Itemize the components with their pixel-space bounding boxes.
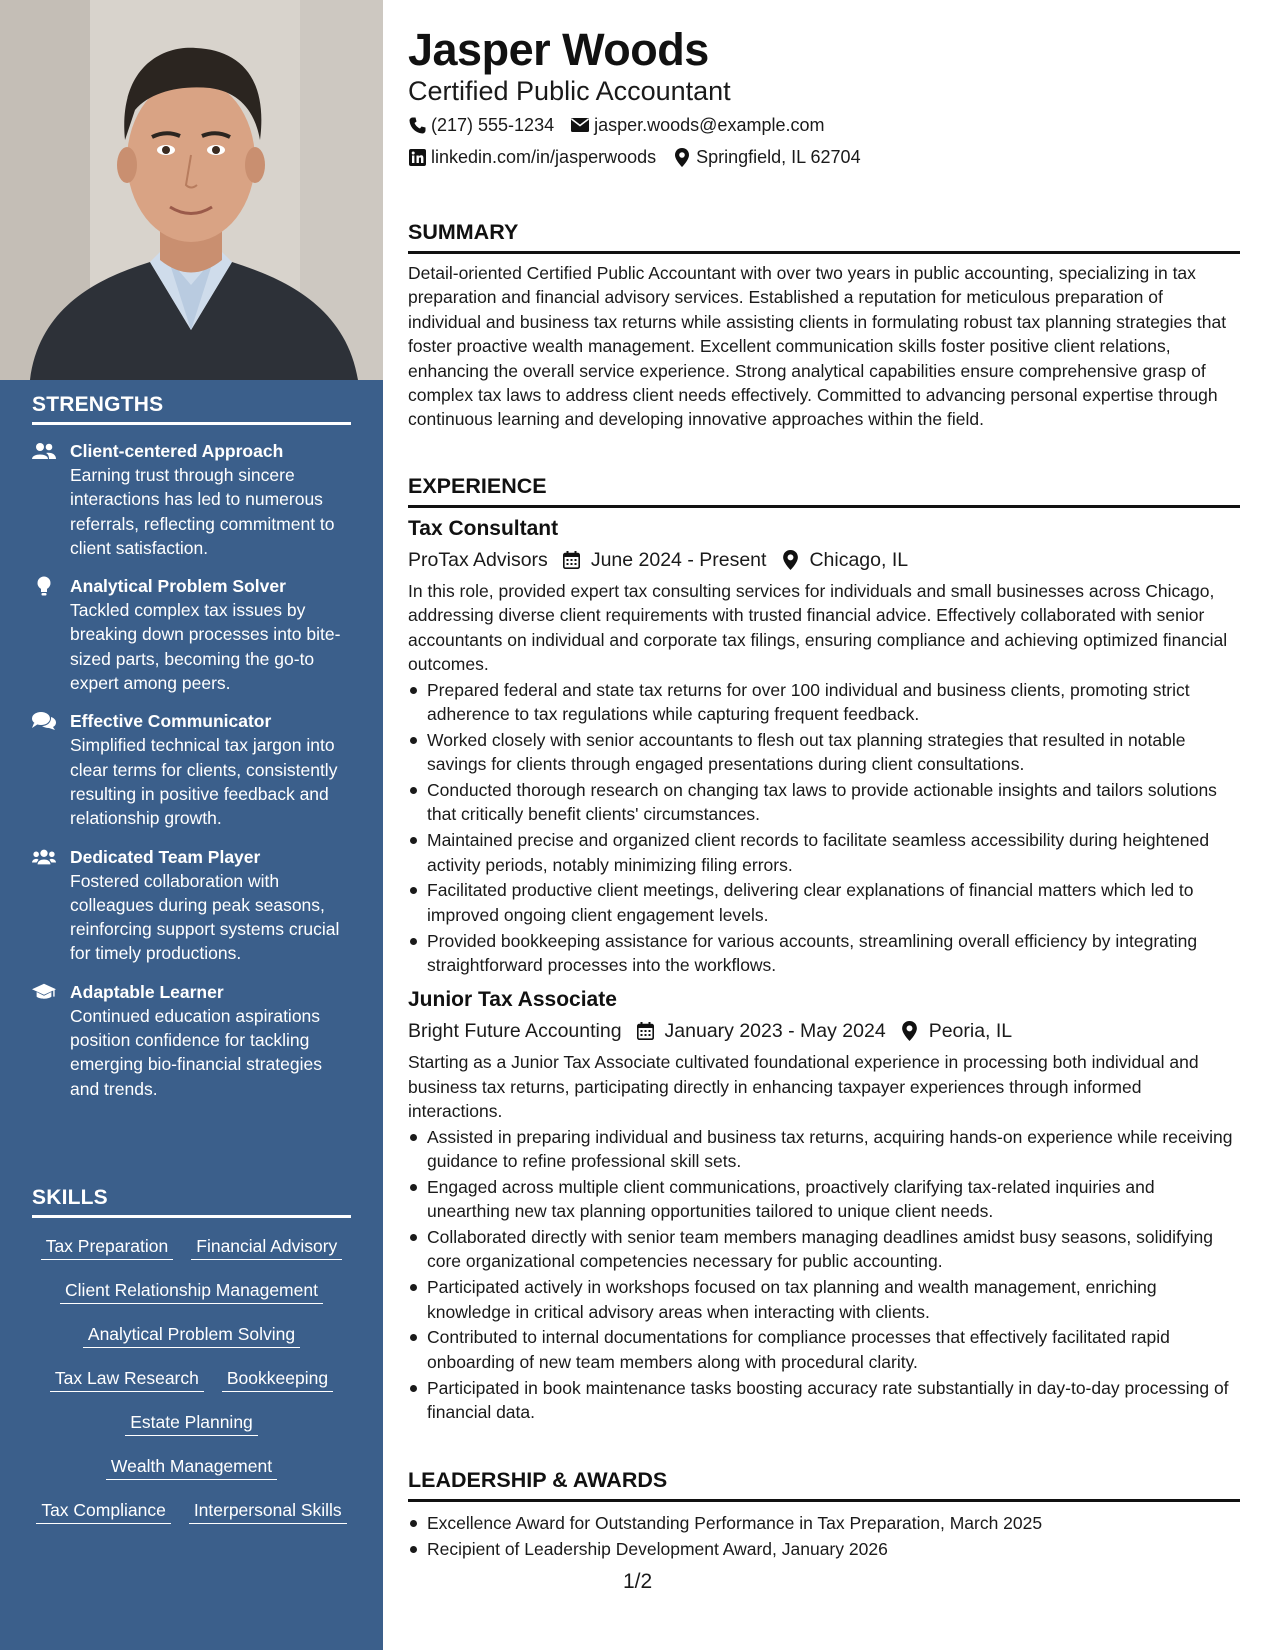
strength-name: Adaptable Learner: [70, 981, 224, 1002]
strengths-section: [32, 393, 351, 1101]
job-title: Junior Tax Associate: [408, 988, 617, 1012]
location-contact: [673, 146, 860, 168]
email-contact[interactable]: [571, 114, 824, 136]
job-entry: [408, 987, 1240, 1424]
phone-text: (217) 555-1234: [431, 115, 555, 135]
team-icon: [32, 847, 56, 867]
strength-item: [32, 845, 351, 966]
bullet-item: Collaborated directly with senior team members managing deadlines amidst busy seasons, solidifying core organizational competencies necessary for public accounting.: [408, 1225, 1240, 1274]
job-entry: [408, 516, 1240, 977]
profile-photo: [0, 0, 383, 380]
bullet-item: Maintained precise and organized client records to facilitate seamless accessibility during heightened activity periods, notably minimizing filing errors.: [408, 828, 1240, 877]
strength-description: Earning trust through sincere interactions has led to numerous referrals, reflecting commitment to client satisfaction.: [70, 465, 335, 558]
bullet-item: Worked closely with senior accountants to flesh out tax planning strategies that resulted in notable savings for clients through engaged presentations during client consultations.: [408, 728, 1240, 777]
job-description: Starting as a Junior Tax Associate cultivated foundational experience in processing both individual and business tax returns, participating directly in enhancing taxpayer experiences through informed interactions.: [408, 1052, 1199, 1122]
strength-description: Fostered collaboration with colleagues during peak seasons, reinforcing support systems crucial for timely productions.: [70, 870, 340, 964]
calendar-icon: [562, 550, 582, 570]
users-icon: [32, 441, 56, 461]
strength-name: Dedicated Team Player: [70, 846, 261, 867]
skills-section: [32, 1186, 351, 1524]
skill-tag: Tax Compliance: [36, 1498, 171, 1524]
skill-tag: Client Relationship Management: [60, 1278, 323, 1304]
phone-icon: [408, 116, 426, 134]
strength-name: Effective Communicator: [70, 711, 272, 732]
map-pin-icon: [900, 1021, 920, 1041]
bullet-item: Engaged across multiple client communications, proactively clarifying tax-related inquiries and unearthing new tax planning opportunities tailored to unique client needs.: [408, 1175, 1240, 1224]
strength-item: [32, 709, 351, 830]
envelope-icon: [571, 116, 589, 134]
award-item: Recipient of Leadership Development Award, January 2026: [408, 1537, 1240, 1561]
job-bullets: [408, 1125, 1240, 1425]
contact-row: [408, 114, 841, 136]
experience-title: EXPERIENCE: [408, 473, 1240, 508]
skill-tag: Analytical Problem Solving: [83, 1322, 300, 1348]
award-item: Excellence Award for Outstanding Performance in Tax Preparation, March 2025: [408, 1511, 1240, 1535]
awards-list: [408, 1511, 1240, 1561]
job-location: Peoria, IL: [928, 1020, 1013, 1043]
leadership-title: LEADERSHIP & AWARDS: [408, 1467, 1240, 1502]
bullet-item: Provided bookkeeping assistance for various accounts, streamlining overall efficiency by integrating straightforward processes into the workflows.: [408, 929, 1240, 978]
skill-tag: Wealth Management: [106, 1454, 277, 1480]
linkedin-contact[interactable]: [408, 146, 656, 168]
summary-section: [408, 219, 1240, 432]
skills-list: [32, 1234, 351, 1524]
bullet-item: Conducted thorough research on changing tax laws to provide actionable insights and tailors solutions that critically benefit clients' circumstances.: [408, 778, 1240, 827]
job-meta: [408, 1018, 1240, 1044]
company-name: Bright Future Accounting: [408, 1020, 622, 1043]
map-pin-icon: [673, 148, 691, 166]
job-meta: [408, 547, 1240, 573]
comments-icon: [32, 711, 56, 731]
bullet-item: Assisted in preparing individual and business tax returns, acquiring hands-on experience while receiving guidance to refine professional skill sets.: [408, 1125, 1240, 1174]
skill-tag: Tax Preparation: [41, 1234, 174, 1260]
calendar-icon: [636, 1021, 656, 1041]
job-title: Tax Consultant: [408, 517, 559, 540]
strength-name: Analytical Problem Solver: [70, 576, 286, 597]
experience-section: [408, 473, 1240, 1426]
job-location: Chicago, IL: [809, 549, 909, 571]
strength-item: [32, 980, 351, 1101]
strengths-title: STRENGTHS: [32, 393, 351, 425]
email-text: jasper.woods@example.com: [594, 115, 825, 135]
location-text: Springfield, IL 62704: [696, 147, 861, 167]
graduation-cap-icon: [32, 982, 56, 1002]
skill-tag: Interpersonal Skills: [189, 1498, 347, 1524]
job-bullets: [408, 678, 1240, 978]
skill-tag: Estate Planning: [125, 1410, 258, 1436]
skill-tag: Financial Advisory: [191, 1234, 342, 1260]
bullet-item: Prepared federal and state tax returns for over 100 individual and business clients, promoting strict adherence to tax regulations while capturing frequent feedback.: [408, 678, 1240, 727]
bullet-item: Participated actively in workshops focused on tax planning and wealth management, enriching knowledge in critical advisory areas when interacting with clients.: [408, 1275, 1240, 1324]
strength-description: Simplified technical tax jargon into clear terms for clients, consistently resulting in positive feedback and relationship growth.: [70, 735, 338, 829]
map-pin-icon: [780, 550, 800, 570]
summary-text: Detail-oriented Certified Public Accountant with over two years in public accounting, specializing in tax preparation and financial advisory services. Established a reputation for meticulous preparation of individual and business tax returns while assisting clients in formulating robust tax planning strategies that foster proactive wealth management. Excellent communication skills foster positive client relations, enhancing the overall service experience. Strong analytical capabilities ensure comprehensive grasp of complex tax laws to address client needs effectively. Committed to advancing personal expertise through continuous learning and developing innovative approaches within the field.: [408, 263, 1227, 430]
job-description: In this role, provided expert tax consulting services for individuals and small businesses across Chicago, addressing diverse client requirements with trusted financial advice. Effectively collaborated with senior accountants on individual and corporate tax filings, ensuring compliance and achieving optimized financial outcomes.: [408, 581, 1228, 675]
sidebar: [0, 0, 383, 1650]
linkedin-icon: [408, 148, 426, 166]
job-dates: January 2023 - May 2024: [664, 1020, 886, 1043]
strength-description: Continued education aspirations position confidence for tackling emerging bio-financial strategies and trends.: [70, 1005, 322, 1099]
candidate-title: Certified Public Accountant: [408, 76, 731, 106]
leadership-section: [408, 1467, 1240, 1563]
strength-description: Tackled complex tax issues by breaking down processes into bite-sized parts, becoming the go-to expert among peers.: [70, 600, 341, 694]
candidate-name: Jasper Woods: [408, 24, 709, 75]
contact-row-2: [408, 146, 878, 168]
strength-item: [32, 439, 351, 560]
summary-title: SUMMARY: [408, 219, 1240, 254]
strength-item: [32, 574, 351, 695]
skill-tag: Tax Law Research: [50, 1366, 204, 1392]
lightbulb-icon: [32, 576, 56, 596]
skill-tag: Bookkeeping: [222, 1366, 333, 1392]
company-name: ProTax Advisors: [408, 549, 548, 571]
bullet-item: Facilitated productive client meetings, delivering clear explanations of financial matters which led to improved ongoing client engagement levels.: [408, 878, 1240, 927]
page-number: 1/2: [623, 1570, 653, 1593]
skills-title: SKILLS: [32, 1186, 351, 1218]
bullet-item: Participated in book maintenance tasks boosting accuracy rate substantially in day-to-day processing of financial data.: [408, 1376, 1240, 1425]
job-dates: June 2024 - Present: [590, 549, 767, 571]
bullet-item: Contributed to internal documentations for compliance processes that effectively facilitated rapid onboarding of new team members along with procedural clarity.: [408, 1325, 1240, 1374]
strength-name: Client-centered Approach: [70, 441, 284, 461]
phone-contact[interactable]: [408, 114, 554, 136]
linkedin-text: linkedin.com/in/jasperwoods: [431, 147, 657, 167]
